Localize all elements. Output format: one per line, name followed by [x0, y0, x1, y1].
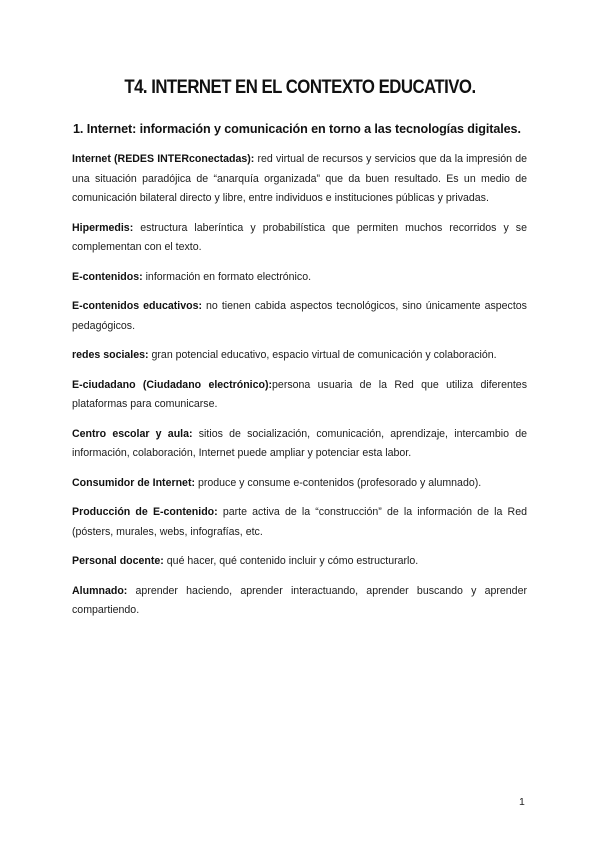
definition-e-contenidos-educativos	[72, 297, 527, 336]
definition-text: produce y consume e-contenidos (profesorado y alumnado).	[195, 476, 482, 489]
definition-term: Producción de E-contenido:	[72, 506, 218, 518]
definition-centro-escolar	[72, 425, 527, 464]
definition-term: Centro escolar y aula:	[72, 427, 193, 440]
definition-internet	[72, 150, 527, 209]
definition-text: qué hacer, qué contenido incluir y cómo estructurarlo.	[163, 555, 419, 567]
page-title: T4. INTERNET EN EL CONTEXTO EDUCATIVO.	[124, 76, 476, 98]
definition-term: Alumnado:	[72, 584, 128, 597]
definition-redes-sociales	[72, 346, 527, 366]
definition-text: gran potencial educativo, espacio virtual de comunicación y colaboración.	[148, 349, 497, 361]
section-heading: 1. Internet: información y comunicación en torno a las tecnologías digitales.	[73, 122, 521, 136]
definition-term: Internet (REDES INTERconectadas):	[72, 153, 255, 165]
definition-text: estructura laberíntica y probabilística que permiten muchos recorridos y se complementan con el texto.	[72, 221, 527, 253]
definition-consumidor	[72, 474, 527, 494]
definition-text: parte activa de la “construcción” de la información de la Red (pósters, murales, webs, infografías, etc.	[72, 506, 527, 538]
definition-personal-docente	[72, 552, 527, 572]
page-number: 1	[519, 796, 525, 808]
definition-term: Personal docente:	[72, 555, 164, 567]
definition-text: persona usuaria de la Red que utiliza diferentes plataformas para comunicarse.	[72, 378, 527, 410]
definition-e-contenidos	[72, 268, 527, 288]
definition-term: E-contenidos educativos:	[72, 300, 202, 312]
definition-term: E-contenidos:	[72, 270, 143, 283]
definition-term: Hipermedis:	[72, 221, 134, 234]
definition-term: redes sociales:	[72, 349, 149, 361]
definition-e-ciudadano	[72, 376, 527, 415]
definition-text: red virtual de recursos y servicios que da la impresión de una situación paradójica de “anarquía organizada” que da buen resultado. Es un medio de comunicación bilateral directo y libre, entre individuos e instituciones públicas y privadas.	[72, 153, 527, 204]
definition-text: información en formato electrónico.	[142, 270, 312, 283]
definition-text: no tienen cabida aspectos tecnológicos, sino únicamente aspectos pedagógicos.	[72, 300, 527, 332]
definition-text: sitios de socialización, comunicación, aprendizaje, intercambio de información, colaboración, Internet puede ampliar y potenciar esta labor.	[72, 427, 527, 459]
definition-term: E-ciudadano (Ciudadano electrónico):	[72, 378, 273, 391]
definition-text: aprender haciendo, aprender interactuando, aprender buscando y aprender compartiendo.	[72, 584, 527, 616]
definition-term: Consumidor de Internet:	[72, 476, 196, 489]
definition-produccion	[72, 503, 527, 542]
definitions-list	[72, 150, 527, 631]
definition-alumnado	[72, 582, 527, 621]
definition-hipermedis	[72, 219, 527, 258]
